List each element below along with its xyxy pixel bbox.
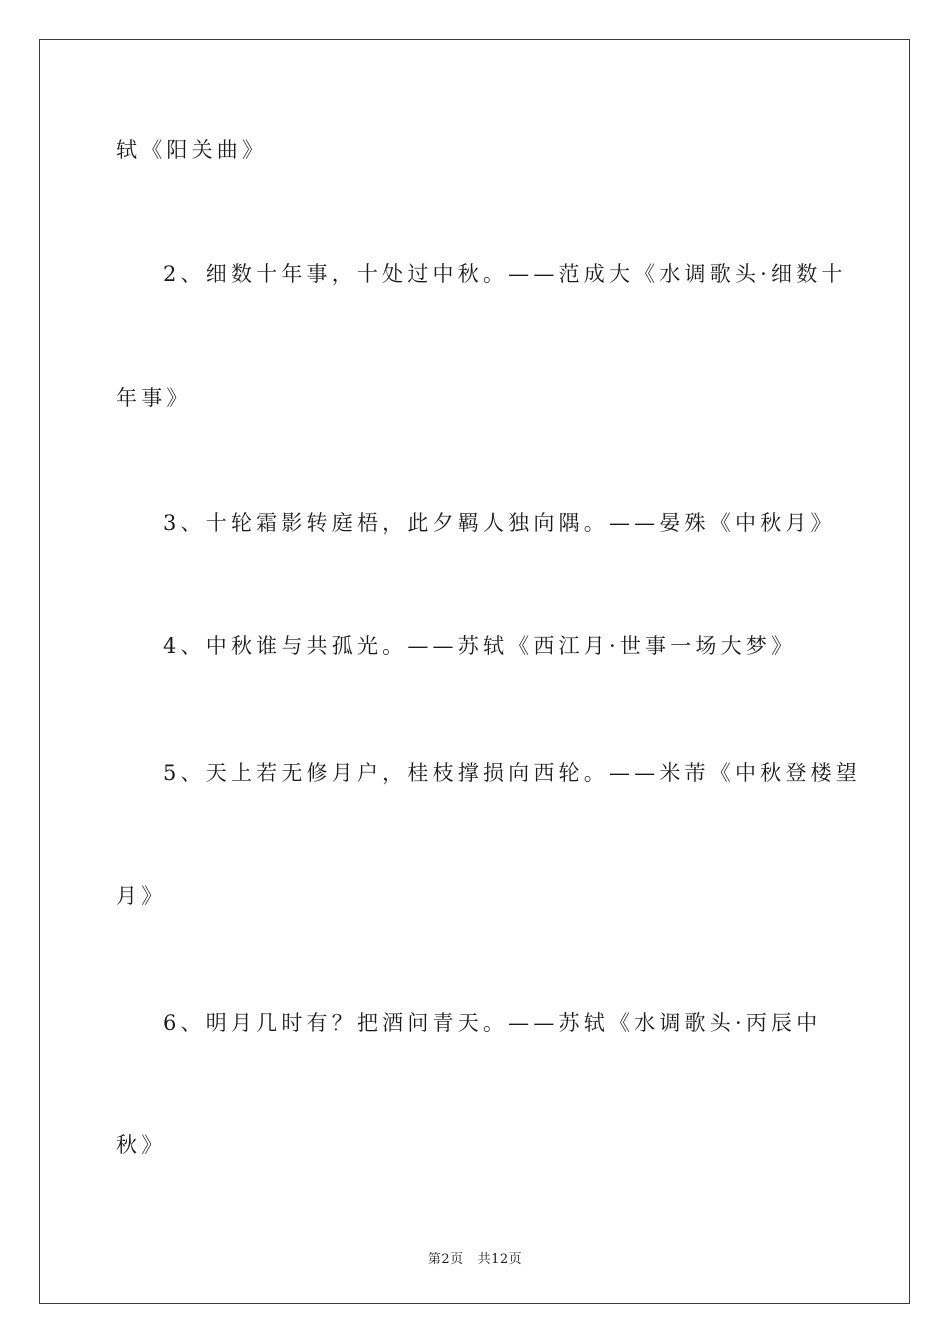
poem-line-6-continuation: 秋》 [116, 1133, 167, 1157]
poem-line-5-continuation: 月》 [116, 884, 167, 908]
poem-line-2: 2、细数十年事，十处过中秋。——范成大《水调歌头·细数十 [163, 262, 847, 286]
page-border [39, 39, 910, 1304]
poem-line-4: 4、中秋谁与共孤光。——苏轼《西江月·世事一场大梦》 [163, 634, 797, 658]
poem-line-3: 3、十轮霜影转庭梧，此夕羁人独向隅。——晏殊《中秋月》 [163, 511, 836, 535]
page-footer [0, 1248, 950, 1267]
poem-line-continuation: 轼《阳关曲》 [116, 138, 268, 162]
poem-line-6: 6、明月几时有？把酒问青天。——苏轼《水调歌头·丙辰中 [163, 1011, 822, 1035]
poem-line-2-continuation: 年事》 [116, 386, 192, 410]
page-total: 共12页 [477, 1252, 523, 1267]
page-number: 第2页 [427, 1252, 464, 1267]
poem-line-5: 5、天上若无修月户，桂枝撑损向西轮。——米芾《中秋登楼望 [163, 761, 861, 785]
